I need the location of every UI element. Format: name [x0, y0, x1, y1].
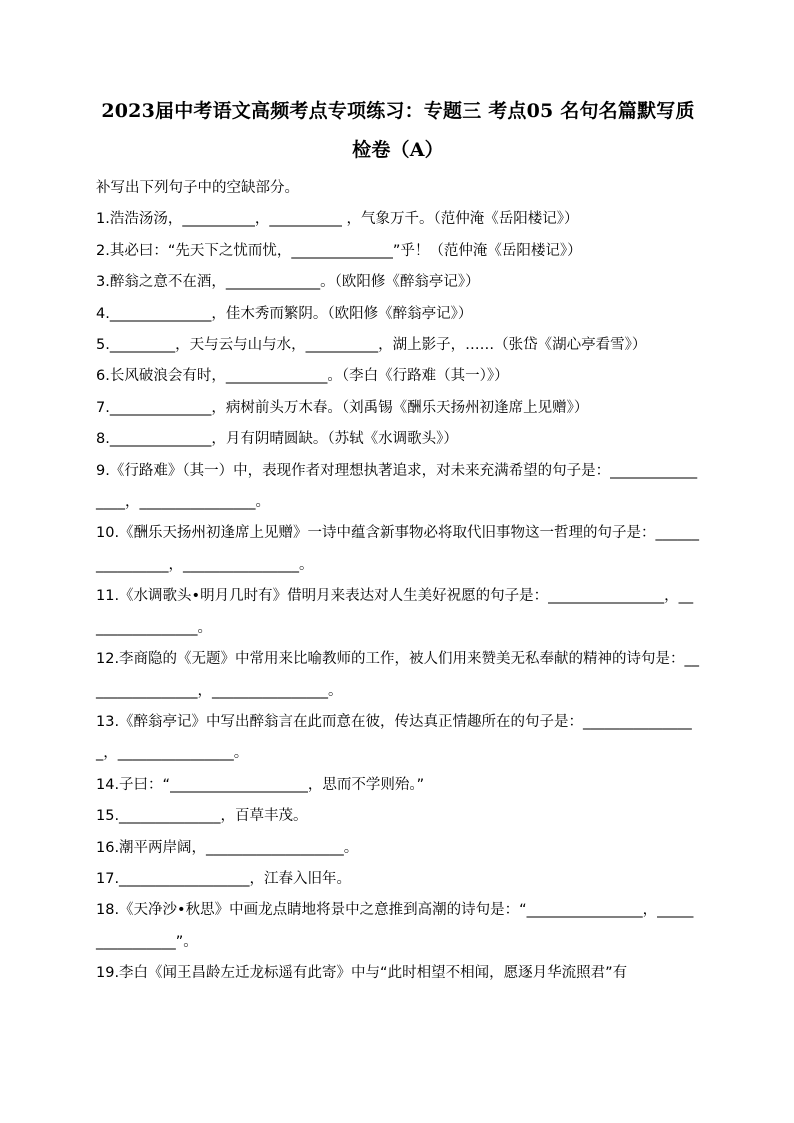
question-8: 8.______________，月有阴晴圆缺。（苏轼《水调歌头》）	[96, 431, 458, 448]
question-13: 13.《醉翁亭记》中写出醉翁言在此而意在彼，传达真正情趣所在的句子是：________________，________________。	[96, 713, 692, 762]
question-1: 1.浩浩汤汤，__________，__________ ，气象万千。（范仲淹《岳阳楼记》）	[96, 211, 579, 228]
question-12: 12.李商隐的《无题》中常用来比喻教师的工作，被人们用来赞美无私奉献的精神的诗句是：________________，________________。	[96, 651, 700, 699]
question-17: 17.__________________，江春入旧年。	[96, 870, 352, 887]
question-6: 6.长风破浪会有时，______________。（李白《行路难（其一）》）	[96, 368, 509, 385]
question-10: 10.《酬乐天扬州初逢席上见赠》一诗中蕴含新事物必将取代旧事物这一哲理的句子是：________________，________________。	[96, 525, 700, 573]
question-4: 4.______________，佳木秀而繁阴。（欧阳修《醉翁亭记》）	[96, 305, 473, 322]
question-11: 11.《水调歌头•明月几时有》借明月来表达对人生美好祝愿的句子是：________________，________________。	[96, 588, 694, 636]
document-title	[96, 92, 700, 170]
question-14: 14.子曰：“___________________，思而不学则殆。”	[96, 776, 425, 793]
question-2: 2.其必曰：“先天下之忧而忧，______________”乎！（范仲淹《岳阳楼记》）	[96, 242, 582, 259]
question-16: 16.潮平两岸阔，___________________。	[96, 839, 359, 856]
title-line-1: 2023届中考语文高频考点专项练习：专题三 考点05 名句名篇默写质	[101, 100, 695, 122]
title-line-2: 检卷（A）	[352, 139, 444, 161]
question-15: 15.______________，百草丰茂。	[96, 808, 308, 825]
question-18: 18.《天净沙•秋思》中画龙点睛地将景中之意推到高潮的诗句是：“________________，________________”。	[96, 902, 694, 950]
question-7: 7.______________，病树前头万木春。（刘禹锡《酬乐天扬州初逢席上见赠》）	[96, 399, 589, 416]
question-3: 3.醉翁之意不在酒，_____________。（欧阳修《醉翁亭记》）	[96, 274, 480, 291]
question-5: 5._________，天与云与山与水，__________，湖上影子，……（张岱《湖心亭看雪》）	[96, 337, 647, 354]
instruction-text: 补写出下列句子中的空缺部分。	[96, 180, 299, 196]
question-19: 19.李白《闻王昌龄左迁龙标遥有此寄》中与“此时相望不相闻，愿逐月华流照君”有	[96, 965, 628, 982]
question-9: 9.《行路难》（其一）中，表现作者对理想执著追求，对未来充满希望的句子是：________________，________________。	[96, 462, 698, 511]
